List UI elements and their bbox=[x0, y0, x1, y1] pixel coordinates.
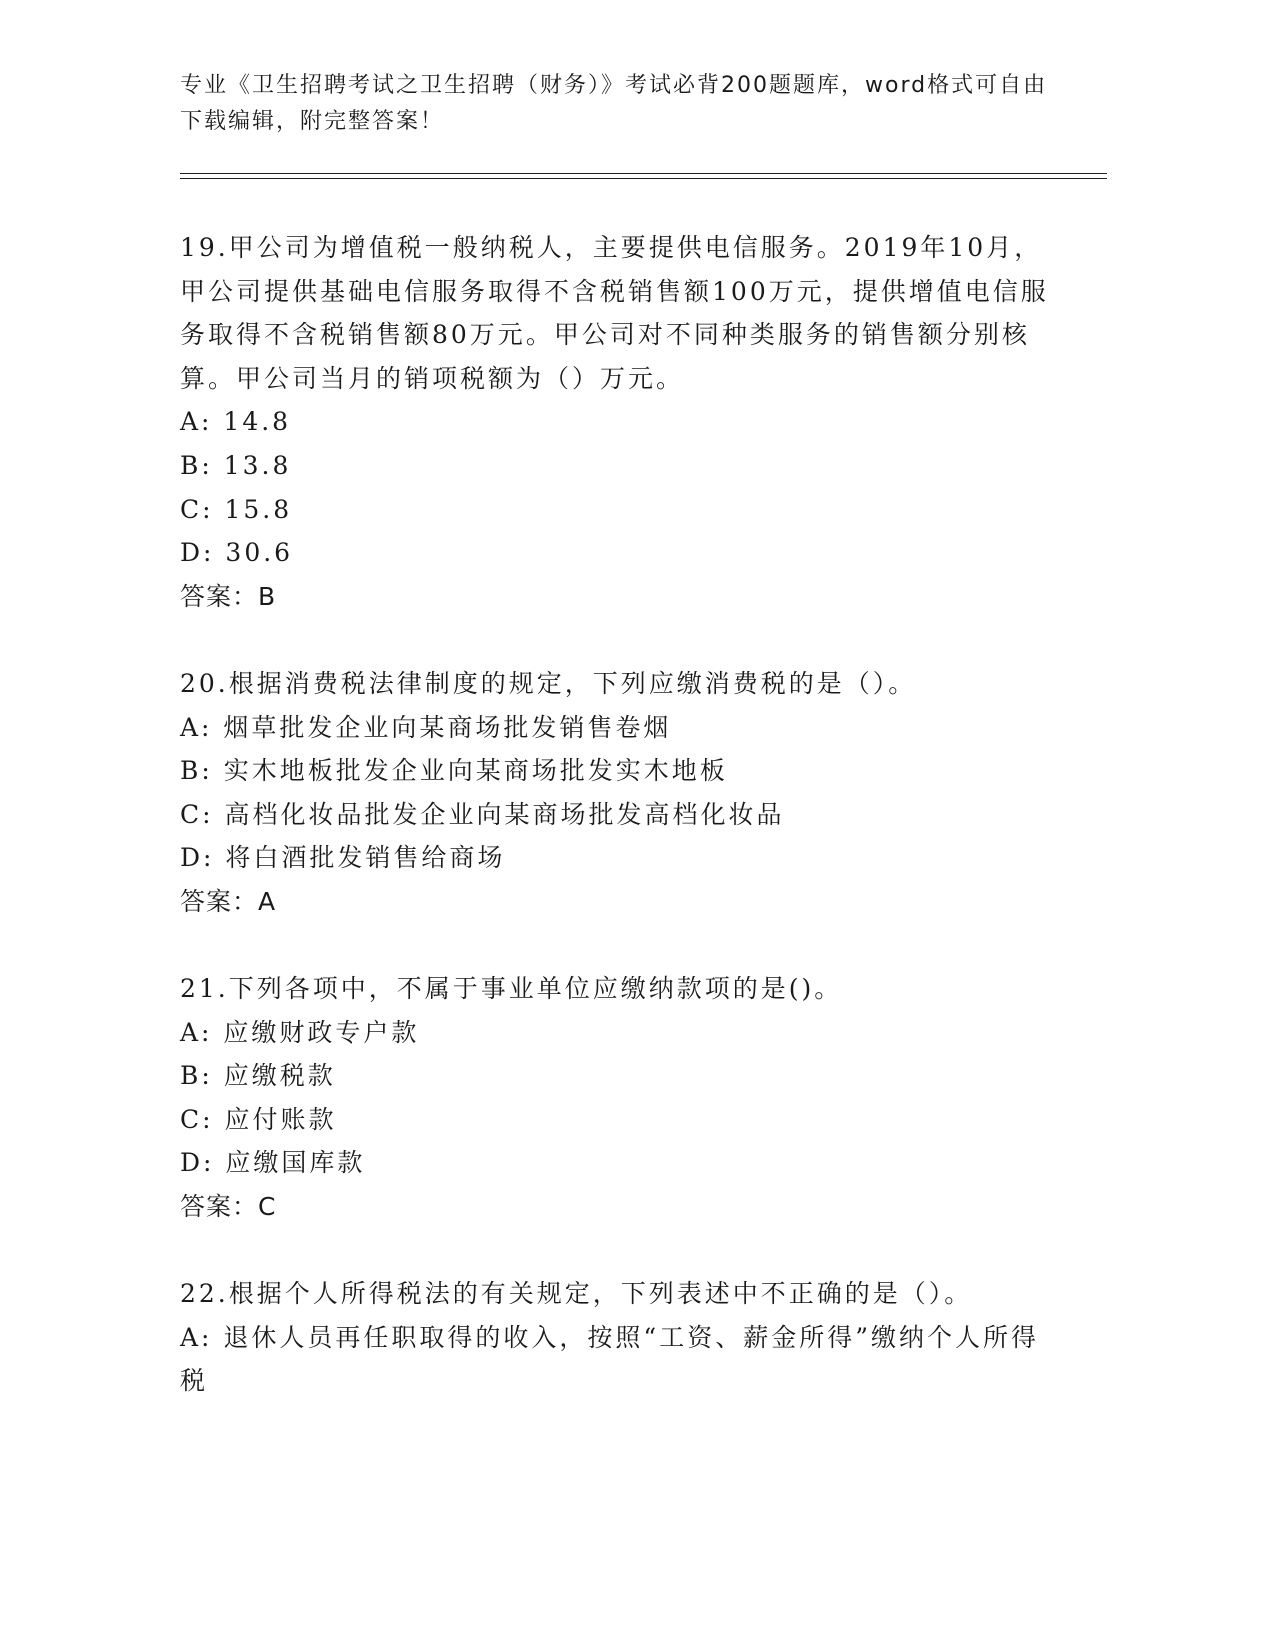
question-19 bbox=[180, 226, 1060, 618]
answer: 答案：A bbox=[180, 886, 277, 916]
option-a: A: 14.8 bbox=[180, 407, 292, 437]
question-20 bbox=[180, 662, 1060, 924]
option-c: C: 15.8 bbox=[180, 494, 293, 524]
option-a: A: 退休人员再任职取得的收入，按照“工资、薪金所得”缴纳个人所得税 bbox=[180, 1322, 1039, 1396]
option-b: B: 实木地板批发企业向某商场批发实木地板 bbox=[180, 756, 728, 786]
option-d: D: 将白酒批发销售给商场 bbox=[180, 843, 506, 873]
option-c: C: 应付账款 bbox=[180, 1104, 337, 1134]
option-b: B: 应缴税款 bbox=[180, 1061, 336, 1091]
spacer bbox=[180, 618, 1060, 662]
question-stem: 21.下列各项中，不属于事业单位应缴纳款项的是()。 bbox=[180, 974, 843, 1004]
answer: 答案：B bbox=[180, 581, 277, 611]
header-divider-bottom bbox=[180, 178, 1107, 179]
option-a: A: 应缴财政专户款 bbox=[180, 1017, 420, 1047]
option-b: B: 13.8 bbox=[180, 450, 292, 480]
option-d: D: 30.6 bbox=[180, 538, 294, 568]
spacer bbox=[180, 1229, 1060, 1273]
question-22 bbox=[180, 1272, 1060, 1403]
question-list bbox=[180, 226, 1060, 1403]
question-21 bbox=[180, 967, 1060, 1229]
question-stem: 20.根据消费税法律制度的规定，下列应缴消费税的是（）。 bbox=[180, 668, 917, 698]
question-stem: 19.甲公司为增值税一般纳税人，主要提供电信服务。2019年10月，甲公司提供基础电信服务取得不含税销售额100万元，提供增值电信服务取得不含税销售额80万元。甲公司对不同种类服务的销售额分别核算。甲公司当月的销项税额为（）万元。 bbox=[180, 233, 1049, 393]
option-c: C: 高档化妆品批发企业向某商场批发高档化妆品 bbox=[180, 799, 785, 829]
option-a: A: 烟草批发企业向某商场批发销售卷烟 bbox=[180, 712, 672, 742]
document-header: 专业《卫生招聘考试之卫生招聘（财务）》考试必背200题题库，word格式可自由下载编辑，附完整答案！ bbox=[180, 73, 1048, 134]
question-stem: 22.根据个人所得税法的有关规定，下列表述中不正确的是（）。 bbox=[180, 1279, 973, 1309]
spacer bbox=[180, 924, 1060, 968]
header-divider-top bbox=[180, 173, 1107, 174]
option-d: D: 应缴国库款 bbox=[180, 1148, 366, 1178]
answer: 答案：C bbox=[180, 1192, 277, 1222]
